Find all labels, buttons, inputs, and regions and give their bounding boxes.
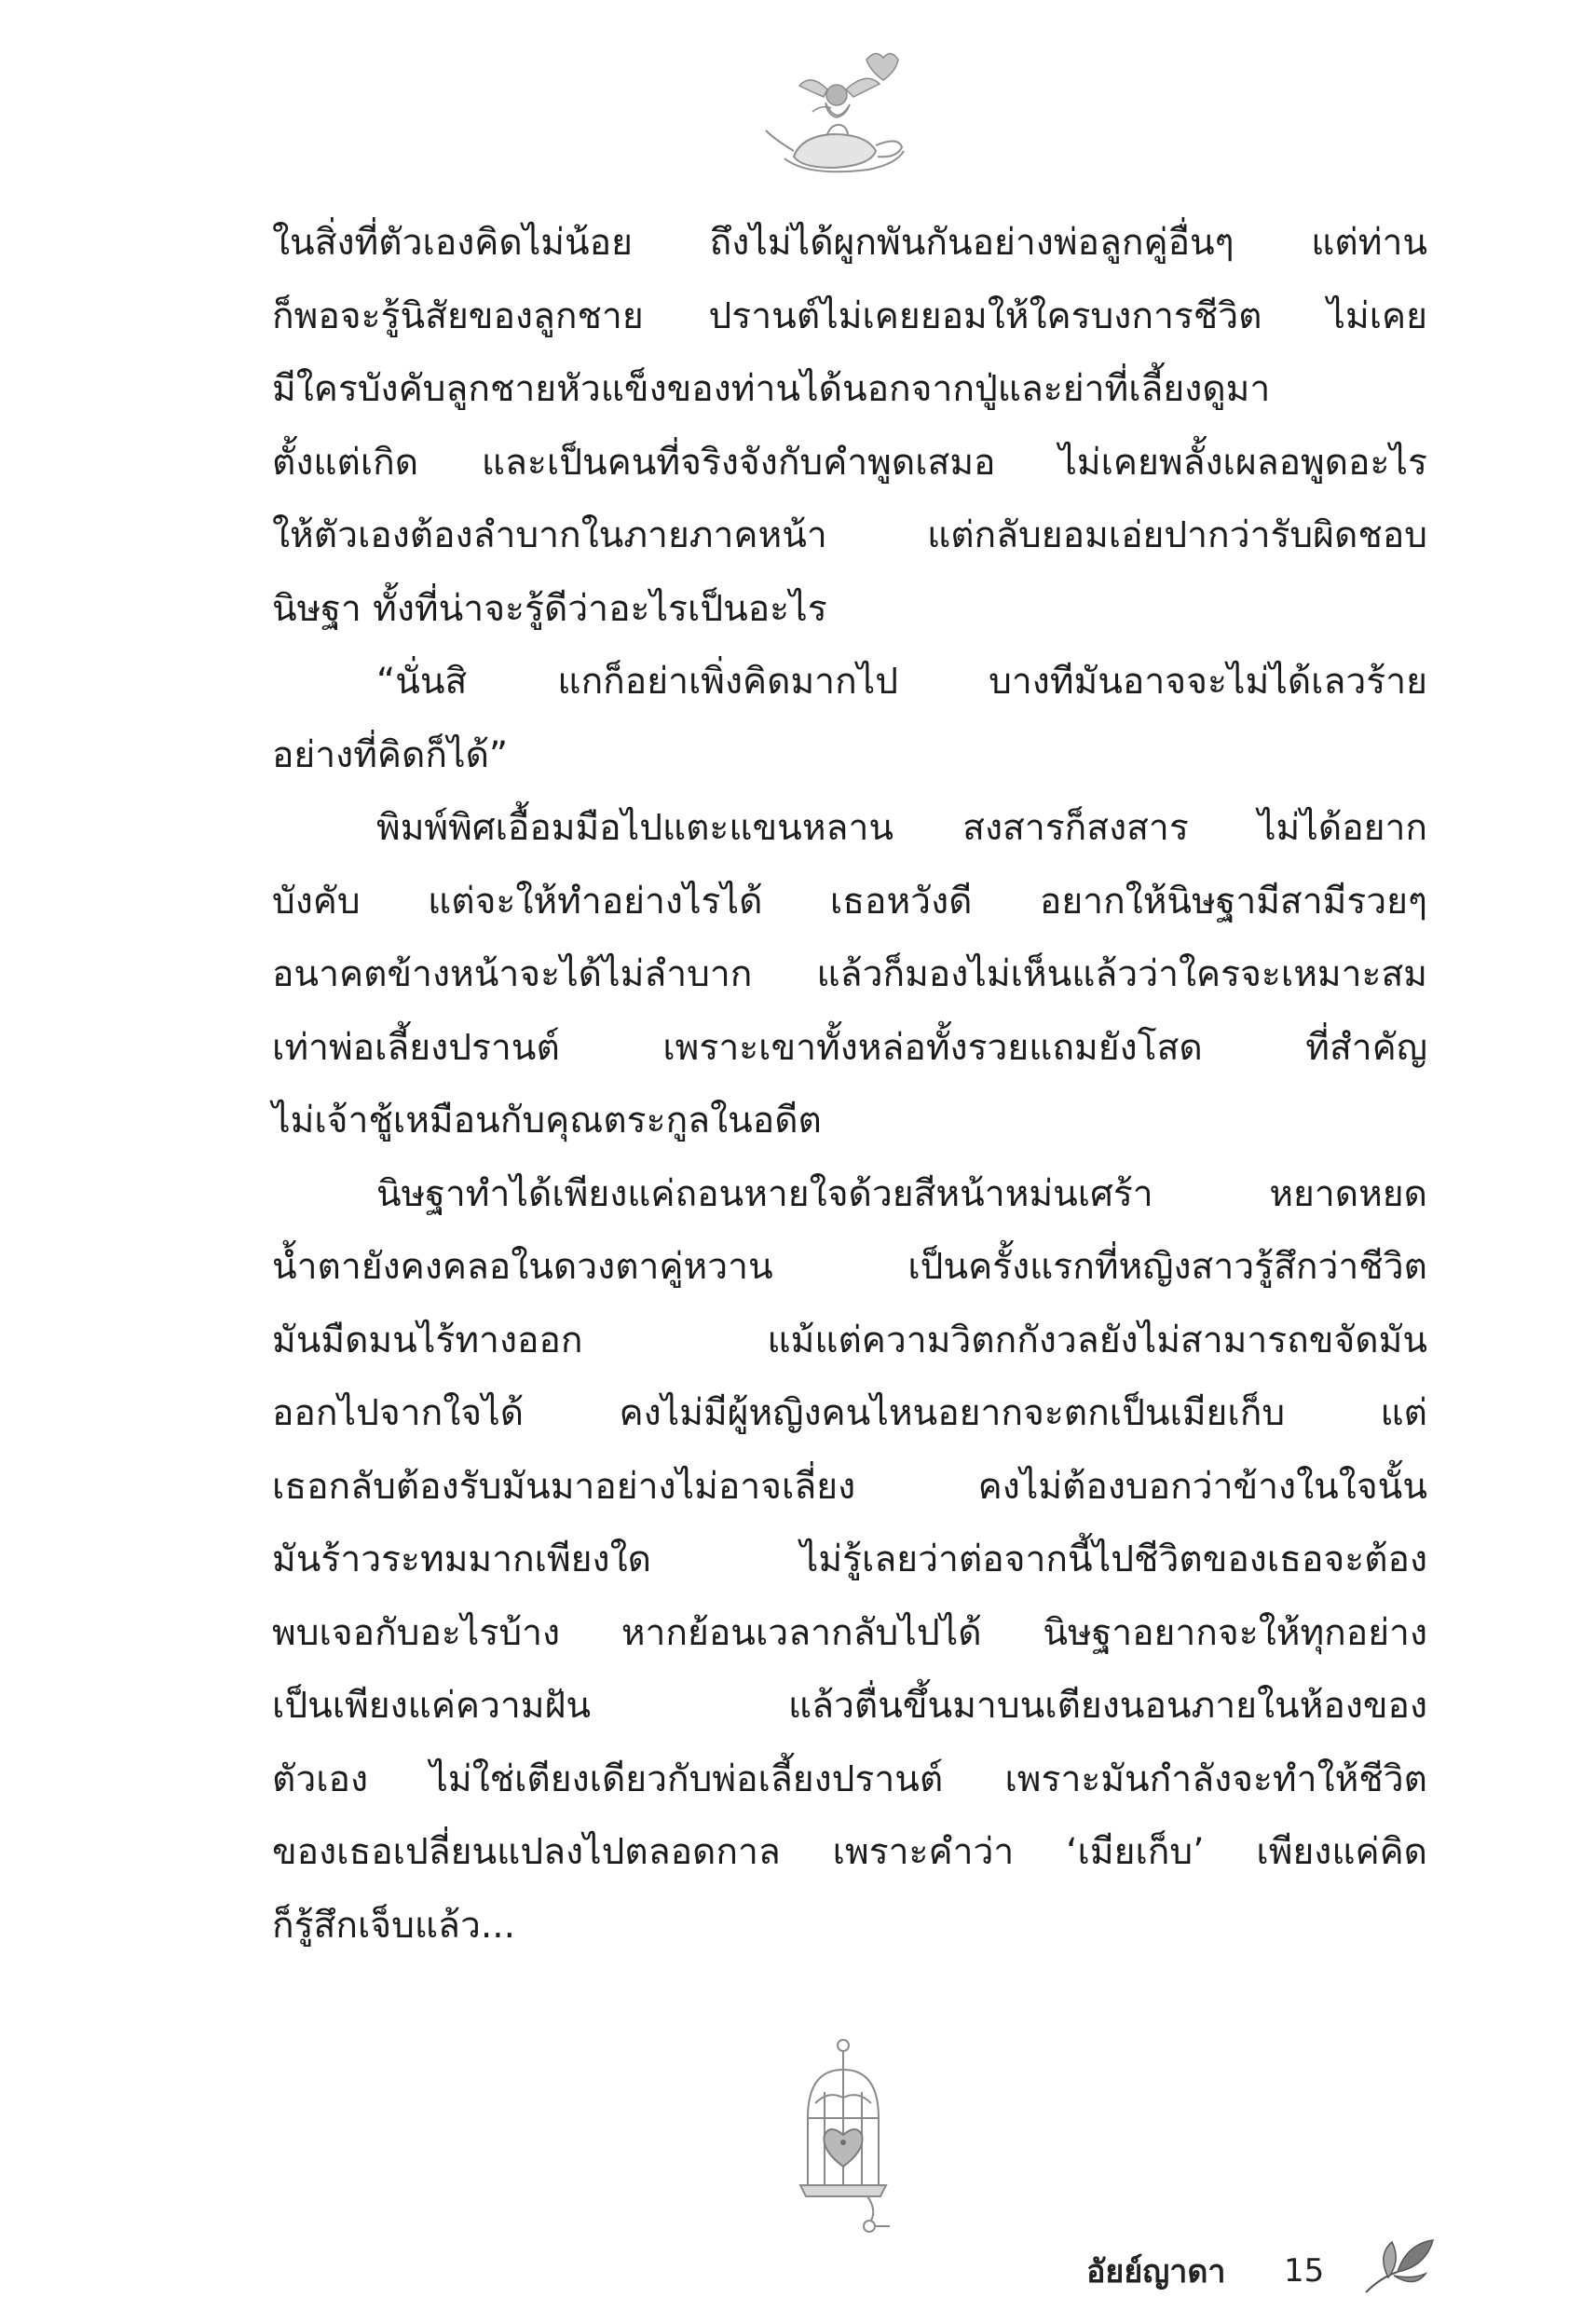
text-line: ในสิ่งที่ตัวเองคิดไม่น้อย ถึงไม่ได้ผูกพันกันอย่างพ่อลูกคู่อื่นๆ แต่ท่าน	[272, 222, 1427, 264]
text-line: เธอกลับต้องรับมันมาอย่างไม่อาจเลี่ยง คงไม่ต้องบอกว่าข้างในใจนั้น	[272, 1465, 1427, 1508]
birdcage-heart-ornament-icon	[787, 2036, 899, 2236]
teapot-cupid-ornament-icon	[757, 47, 915, 182]
text-line: เป็นเพียงแค่ความฝัน แล้วตื่นขึ้นมาบนเตียงนอนภายในห้องของ	[272, 1685, 1427, 1727]
page-number: 15	[1284, 2252, 1325, 2290]
text-line: นิษฐาทำได้เพียงแค่ถอนหายใจด้วยสีหน้าหม่นเศร้า หยาดหยด	[376, 1172, 1427, 1215]
text-line: ออกไปจากใจได้ คงไม่มีผู้หญิงคนไหนอยากจะตกเป็นเมียเก็บ แต่	[272, 1392, 1427, 1434]
paragraph-1	[272, 207, 1427, 646]
text-line: อนาคตข้างหน้าจะได้ไม่ลำบาก แล้วก็มองไม่เห็นแล้วว่าใครจะเหมาะสม	[272, 953, 1427, 995]
text-line: ไม่เจ้าชู้เหมือนกับคุณตระกูลในอดีต	[272, 1100, 822, 1142]
text-line: อย่างที่คิดก็ได้”	[272, 733, 509, 776]
text-line: ก็พอจะรู้นิสัยของลูกชาย ปรานต์ไม่เคยยอมให้ใครบงการชีวิต ไม่เคย	[272, 294, 1427, 337]
text-line: นิษฐา ทั้งที่น่าจะรู้ดีว่าอะไรเป็นอะไร	[272, 587, 827, 630]
text-line: ตัวเอง ไม่ใช่เตียงเดียวกับพ่อเลี้ยงปรานต์ เพราะมันกำลังจะทำให้ชีวิต	[272, 1757, 1427, 1800]
leaf-icon	[1360, 2236, 1435, 2296]
text-line: เท่าพ่อเลี้ยงปรานต์ เพราะเขาทั้งหล่อทั้งรวยแถมยังโสด ที่สำคัญ	[272, 1026, 1427, 1069]
body-text	[272, 207, 1427, 1962]
paragraph-3	[272, 792, 1427, 1158]
text-line: “นั่นสิ แกก็อย่าเพิ่งคิดมากไป บางทีมันอาจจะไม่ได้เลวร้าย	[376, 661, 1427, 703]
footer-author: อัยย์ญาดา	[1086, 2253, 1226, 2290]
text-line: พบเจอกับอะไรบ้าง หากย้อนเวลากลับไปได้ นิษฐาอยากจะให้ทุกอย่าง	[272, 1611, 1427, 1654]
text-line: ของเธอเปลี่ยนแปลงไปตลอดกาล เพราะคำว่า ‘เมียเก็บ’ เพียงแค่คิด	[272, 1831, 1427, 1873]
text-line: มีใครบังคับลูกชายหัวแข็งของท่านได้นอกจากปู่และย่าที่เลี้ยงดูมา	[272, 368, 1271, 410]
paragraph-4	[272, 1158, 1427, 1963]
text-line: ก็รู้สึกเจ็บแล้ว...	[272, 1904, 516, 1947]
text-line: ให้ตัวเองต้องลำบากในภายภาคหน้า แต่กลับยอมเอ่ยปากว่ารับผิดชอบ	[272, 514, 1427, 556]
text-line: มันมืดมนไร้ทางออก แม้แต่ความวิตกกังวลยังไม่สามารถขจัดมัน	[272, 1319, 1427, 1361]
text-line: น้ำตายังคงคลอในดวงตาคู่หวาน เป็นครั้งแรกที่หญิงสาวรู้สึกว่าชีวิต	[272, 1246, 1427, 1288]
paragraph-2	[272, 646, 1427, 792]
text-line: บังคับ แต่จะให้ทำอย่างไรได้ เธอหวังดี อยากให้นิษฐามีสามีรวยๆ	[272, 880, 1427, 923]
text-line: มันร้าวระทมมากเพียงใด ไม่รู้เลยว่าต่อจากนี้ไปชีวิตของเธอจะต้อง	[272, 1538, 1427, 1580]
text-line: พิมพ์พิศเอื้อมมือไปแตะแขนหลาน สงสารก็สงสาร ไม่ได้อยาก	[376, 807, 1427, 849]
text-line: ตั้งแต่เกิด และเป็นคนที่จริงจังกับคำพูดเสมอ ไม่เคยพลั้งเผลอพูดอะไร	[272, 441, 1427, 484]
